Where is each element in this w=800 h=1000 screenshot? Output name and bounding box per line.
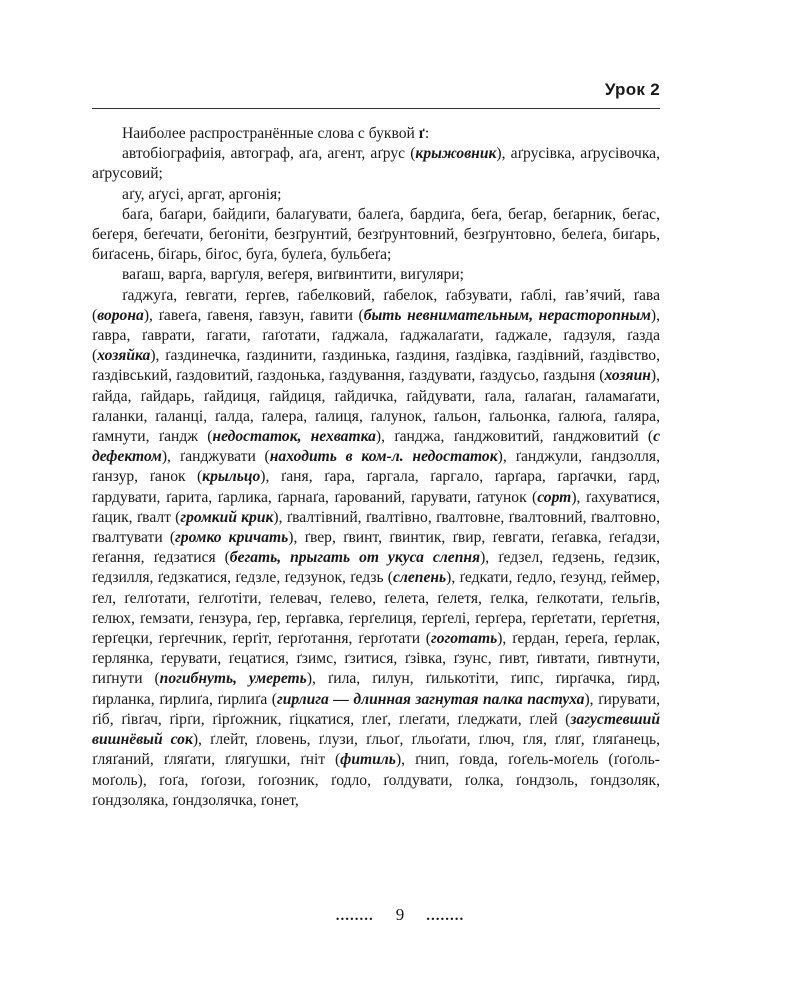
word-run: ), ґвалтівний, ґвалтівно, ґвалтовне, ґвалтовний, ґвалтовно, ґвалтувати ( bbox=[92, 508, 660, 547]
intro-letter: ґ bbox=[418, 125, 425, 142]
translation-gloss: недостаток, нехватка bbox=[212, 428, 376, 446]
word-run: ), ґанджа, ґанджовитий, ґанджовитий ( bbox=[375, 428, 654, 446]
word-run: ), ґавеґа, ґавеня, ґавзун, ґавити ( bbox=[143, 306, 364, 324]
intro-colon: : bbox=[424, 125, 430, 142]
word-run: ваґаш, варґа, варґуля, веґеря, виґвинтити, виґуляри; bbox=[122, 266, 464, 284]
translation-gloss: крыльцо bbox=[202, 468, 261, 486]
word-run: ), ґанджувати ( bbox=[161, 448, 270, 466]
word-run: ), ґавра, ґаврати, ґагати, ґаґотати, ґаджала, ґаджалаґати, ґаджале, ґадзуля, ґазда ( bbox=[92, 306, 660, 365]
intro-line bbox=[92, 124, 660, 144]
page-footer bbox=[0, 905, 800, 925]
translation-gloss: погибнуть, умереть bbox=[159, 670, 307, 688]
word-run: ), ґедкати, ґедло, ґезунд, ґеймер, ґел, ґелґотати, ґелґотіти, ґелевач, ґелево, ґелета, ґелетя, ґелка, ґелкотати, ґельґів, ґелюх, ґемзати, ґензура, ґер, ґерґавка, ґерґелиця, ґерґелі, ґерґера, ґерґетати, ґерґетня, ґерґецки, ґерґечник, ґерґіт, ґерґотання, ґерґотати ( bbox=[92, 569, 660, 648]
page-number: 9 bbox=[395, 905, 405, 924]
word-run: ), ґила, ґилун, ґилькотіти, ґипс, ґирґачка, ґирд, ґирланка, ґирлиґа, ґирлиґа ( bbox=[92, 670, 660, 708]
translation-gloss: хозяйка bbox=[97, 347, 151, 365]
translation-gloss: громко кричать bbox=[175, 529, 289, 547]
word-run: ), ґнип, ґовда, ґоґель-моґель (ґоґоль-моґоль), ґоґа, ґоґози, ґоґозник, ґодло, ґолдувати, ґолка, ґондзоль, ґондзоляк, ґондзоляка, ґондзолячка, ґонет, bbox=[92, 751, 660, 809]
word-paragraph bbox=[92, 185, 660, 205]
word-paragraph bbox=[92, 286, 660, 811]
translation-gloss: бегать, прыгать от укуса слепня bbox=[229, 549, 481, 567]
word-run: автобіографиія, автограф, аґа, агент, аґрус ( bbox=[122, 145, 416, 163]
translation-gloss: сорт bbox=[537, 488, 572, 506]
word-run: ), ґлейт, ґловень, ґлузи, ґльоґ, ґльоґати, ґлюч, ґля, ґляґ, ґляґанець, ґляґаний, ґляґати, ґляґушки, ґніт ( bbox=[92, 731, 660, 769]
page-content bbox=[92, 124, 660, 811]
translation-gloss: гирлига — длинная загнутая палка пастуха bbox=[276, 690, 585, 708]
word-paragraph bbox=[92, 265, 660, 285]
translation-gloss: загустевший вишнёвый сок bbox=[92, 710, 660, 749]
word-run: ), ґвер, ґвинт, ґвинтик, ґвир, ґевгати, ґеґавка, ґеґадзи, ґеґання, ґедзатися ( bbox=[92, 529, 660, 567]
lesson-title: Урок 2 bbox=[604, 80, 660, 99]
page-header bbox=[92, 78, 660, 109]
word-run: ), аґрусівка, аґрусівочка, аґрусовий; bbox=[92, 145, 660, 183]
intro-text: Наиболее распространённые слова с буквой bbox=[122, 125, 419, 142]
word-run: ), ґахуватися, ґацик, ґвалт ( bbox=[92, 488, 660, 526]
word-run: аґу, аґусі, аргат, аргонія; bbox=[122, 185, 282, 203]
word-run: ), ґанджули, ґандзолля, ґанзур, ґанок ( bbox=[92, 448, 661, 486]
translation-gloss: слепень bbox=[392, 569, 447, 587]
translation-gloss: хозяин bbox=[604, 367, 651, 385]
translation-gloss: фитиль bbox=[340, 751, 396, 769]
translation-gloss: крыжовник bbox=[415, 145, 497, 163]
translation-gloss: находить в ком-л. недостаток bbox=[269, 448, 498, 466]
word-run: ґаджуґа, ґевгати, ґерґев, ґабелковий, ґабелок, ґабзувати, ґаблі, ґав’ячий, ґава ( bbox=[92, 286, 660, 324]
translation-gloss: гоготать bbox=[430, 630, 498, 648]
word-run: ), ґаздинечка, ґаздинити, ґаздинька, ґаздиня, ґаздівка, ґаздівний, ґаздівство, ґаздівський, ґаздовитий, ґаздонька, ґаздування, ґаздувати, ґаздусьо, ґаздыня ( bbox=[92, 347, 660, 385]
translation-gloss: быть невнимательным, нерасторопным bbox=[363, 306, 651, 324]
footer-dots-right: ........ bbox=[426, 908, 465, 924]
word-run: ), ґаня, ґара, ґаргала, ґаргало, ґарґара, ґарґачки, ґард, ґардувати, ґарита, ґарлика, ґарнаґа, ґарований, ґарувати, ґатунок ( bbox=[92, 468, 660, 506]
footer-dots-left: ........ bbox=[335, 908, 374, 924]
word-run: ), ґедзел, ґедзень, ґедзик, ґедзилля, ґедзкатися, ґедзле, ґедзунок, ґедзь ( bbox=[92, 549, 660, 587]
translation-gloss: с дефектом bbox=[92, 428, 661, 466]
word-paragraph bbox=[92, 144, 660, 184]
word-run: ), ґайда, ґайдарь, ґайдиця, ґайдиця, ґайдичка, ґайдувати, ґала, ґалаґан, ґаламаґати, ґаланки, ґаланці, ґалда, ґалера, ґалиця, ґалунок, ґальон, ґальонка, ґалюґа, ґаляра, ґамнути, ґандж ( bbox=[92, 367, 660, 446]
word-list bbox=[92, 144, 660, 811]
word-run: ), ґирувати, ґіб, ґівґач, ґірґи, ґірґожник, ґіцкатися, ґлеґ, ґлеґати, ґледжати, ґлей ( bbox=[92, 690, 660, 728]
word-run: ), ґердан, ґереґа, ґерлак, ґерлянка, ґерувати, ґецатися, ґзимс, ґзитися, ґзівка, ґзунс, ґивт, ґивтати, ґивтнути, ґиґнути ( bbox=[92, 630, 660, 688]
translation-gloss: ворона bbox=[97, 306, 144, 324]
translation-gloss: громкий крик bbox=[180, 508, 274, 526]
word-paragraph bbox=[92, 205, 660, 266]
word-run: баґа, баґари, байдиґи, балаґувати, балеґа, бардиґа, беґа, беґар, беґарник, беґас, беґеря, беґечати, беґоніти, безґрунтий, безґрунтовний, безґрунтовно, белеґа, биґарь, биґасень, біґарь, біґос, буґа, булеґа, бульбеґа; bbox=[92, 205, 660, 264]
